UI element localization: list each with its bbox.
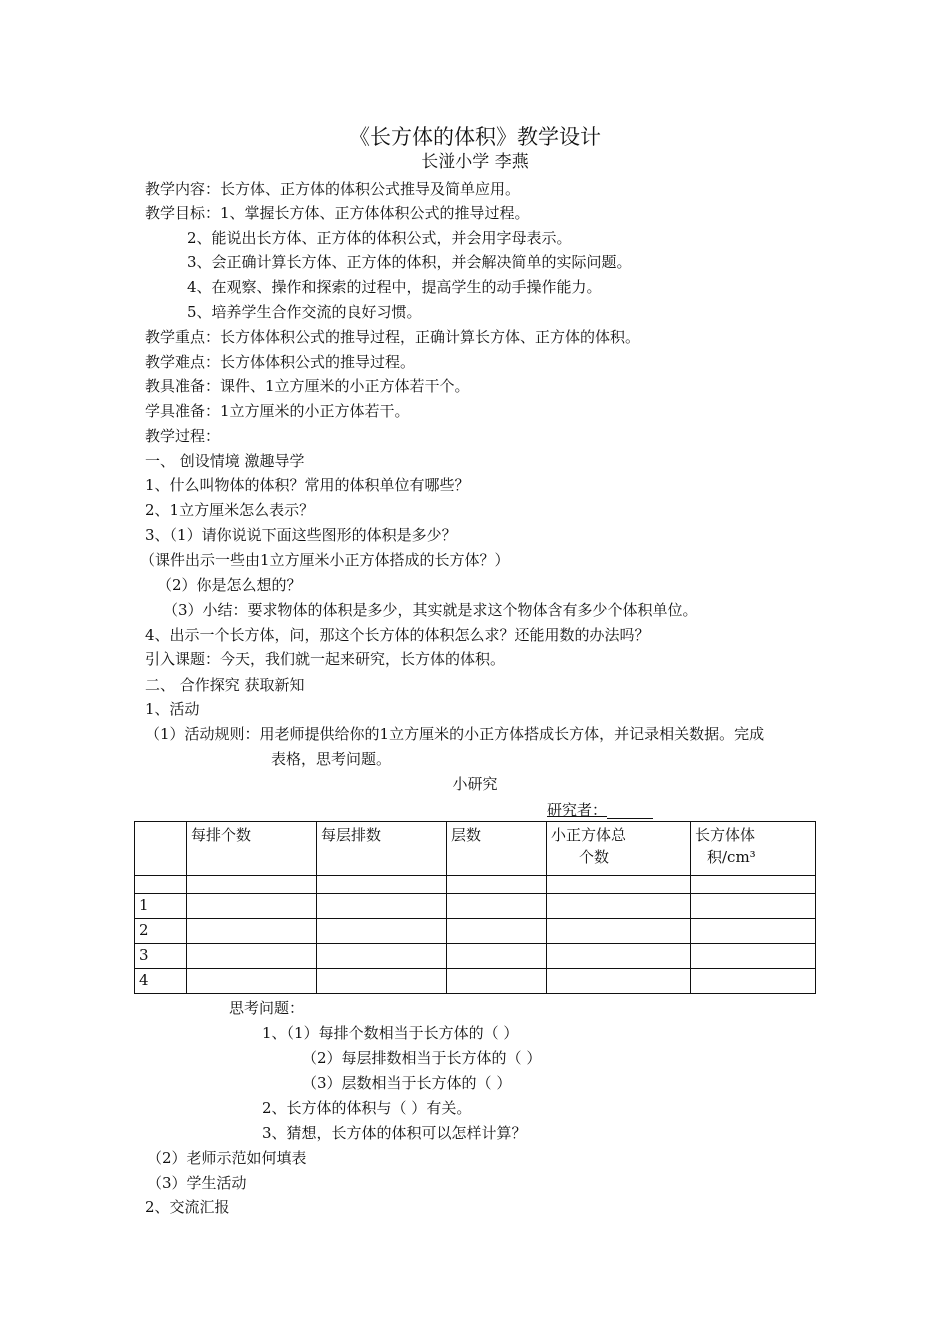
question-1: 1、什么叫物体的体积？常用的体积单位有哪些？ bbox=[145, 476, 470, 494]
table-row bbox=[135, 876, 816, 894]
row-label: 2 bbox=[135, 919, 187, 944]
table-cell[interactable] bbox=[447, 876, 547, 894]
table-cell[interactable] bbox=[187, 919, 317, 944]
researcher-field bbox=[547, 801, 653, 819]
table-cell[interactable] bbox=[317, 969, 447, 994]
table-cell[interactable] bbox=[187, 894, 317, 919]
table-cell[interactable] bbox=[187, 944, 317, 969]
teaching-goal-2: 2、能说出长方体、正方体的体积公式，并会用字母表示。 bbox=[187, 229, 572, 247]
thinking-question-3: 3、猜想，长方体的体积可以怎样计算？ bbox=[262, 1124, 527, 1142]
table-cell[interactable] bbox=[547, 876, 691, 894]
row-label: 3 bbox=[135, 944, 187, 969]
table-cell[interactable] bbox=[317, 876, 447, 894]
section-2-heading: 二、 合作探究 获取新知 bbox=[145, 676, 305, 694]
table-cell[interactable] bbox=[135, 876, 187, 894]
header-cell-layers: 层数 bbox=[447, 822, 547, 876]
activity-heading: 1、活动 bbox=[145, 700, 200, 718]
header-cell-empty bbox=[135, 822, 187, 876]
question-4: 4、出示一个长方体，问，那这个长方体的体积怎么求？还能用数的办法吗？ bbox=[145, 626, 650, 644]
thinking-question-1-3: （3）层数相当于长方体的（ ） bbox=[302, 1074, 512, 1092]
row-label: 4 bbox=[135, 969, 187, 994]
row-label: 1 bbox=[135, 894, 187, 919]
summary-line: （3）小结：要求物体的体积是多少，其实就是求这个物体含有多少个体积单位。 bbox=[163, 601, 698, 619]
question-3-2: （2）你是怎么想的？ bbox=[157, 576, 302, 594]
thinking-question-2: 2、长方体的体积与（ ）有关。 bbox=[262, 1099, 472, 1117]
table-cell[interactable] bbox=[447, 969, 547, 994]
question-2: 2、1立方厘米怎么表示？ bbox=[145, 501, 315, 519]
researcher-blank bbox=[607, 803, 653, 819]
table-row bbox=[135, 969, 816, 994]
exchange-report-line: 2、交流汇报 bbox=[145, 1198, 230, 1216]
activity-rules-cont: 表格，思考问题。 bbox=[271, 750, 392, 768]
intro-topic: 引入课题：今天，我们就一起来研究，长方体的体积。 bbox=[145, 650, 506, 668]
teaching-process-heading: 教学过程： bbox=[145, 427, 221, 445]
table-row bbox=[135, 894, 816, 919]
thinking-question-1-1: 1、（1）每排个数相当于长方体的（ ） bbox=[262, 1024, 519, 1042]
table-row bbox=[135, 944, 816, 969]
courseware-note: （课件出示一些由1立方厘米小正方体搭成的长方体？） bbox=[140, 551, 510, 569]
student-materials: 学具准备：1立方厘米的小正方体若干。 bbox=[145, 402, 410, 420]
question-3: 3、（1）请你说说下面这些图形的体积是多少？ bbox=[145, 526, 457, 544]
table-cell[interactable] bbox=[317, 894, 447, 919]
table-cell[interactable] bbox=[547, 969, 691, 994]
teacher-materials: 教具准备：课件、1立方厘米的小正方体若干个。 bbox=[145, 377, 470, 395]
teaching-content: 教学内容：长方体、正方体的体积公式推导及简单应用。 bbox=[145, 180, 521, 198]
table-cell[interactable] bbox=[187, 969, 317, 994]
document-title: 《长方体的体积》教学设计 bbox=[349, 125, 601, 149]
table-header-row bbox=[135, 822, 816, 876]
activity-rules: （1）活动规则：用老师提供给你的1立方厘米的小正方体搭成长方体，并记录相关数据。完成 bbox=[145, 725, 765, 743]
table-cell[interactable] bbox=[691, 969, 816, 994]
table-cell[interactable] bbox=[691, 919, 816, 944]
thinking-question-1-2: （2）每层排数相当于长方体的（ ） bbox=[302, 1049, 542, 1067]
table-title: 小研究 bbox=[452, 775, 498, 793]
table-row bbox=[135, 919, 816, 944]
teaching-goal-1: 教学目标：1、掌握长方体、正方体体积公式的推导过程。 bbox=[145, 204, 530, 222]
table-cell[interactable] bbox=[547, 944, 691, 969]
teaching-difficulty: 教学难点：长方体体积公式的推导过程。 bbox=[145, 353, 416, 371]
thinking-questions-heading: 思考问题： bbox=[229, 999, 305, 1017]
table-cell[interactable] bbox=[317, 944, 447, 969]
table-cell[interactable] bbox=[447, 944, 547, 969]
header-cell-per-row: 每排个数 bbox=[187, 822, 317, 876]
teacher-demo-line: （2）老师示范如何填表 bbox=[147, 1149, 307, 1167]
researcher-label: 研究者： bbox=[547, 801, 608, 819]
research-table bbox=[134, 821, 816, 994]
teaching-goal-5: 5、培养学生合作交流的良好习惯。 bbox=[187, 303, 422, 321]
author-line: 长湴小学 李燕 bbox=[421, 152, 529, 172]
table-cell[interactable] bbox=[547, 919, 691, 944]
teaching-focus: 教学重点：长方体体积公式的推导过程，正确计算长方体、正方体的体积。 bbox=[145, 328, 641, 346]
section-1-heading: 一、 创设情境 激趣导学 bbox=[145, 452, 305, 470]
teaching-goal-3: 3、会正确计算长方体、正方体的体积，并会解决简单的实际问题。 bbox=[187, 253, 632, 271]
table-cell[interactable] bbox=[447, 919, 547, 944]
table-cell[interactable] bbox=[317, 919, 447, 944]
header-cell-total-cubes: 小正方体总 个数 bbox=[547, 822, 691, 876]
table-cell[interactable] bbox=[691, 894, 816, 919]
teaching-goal-4: 4、在观察、操作和探索的过程中，提高学生的动手操作能力。 bbox=[187, 278, 602, 296]
table-cell[interactable] bbox=[691, 944, 816, 969]
header-cell-volume: 长方体体 积/cm³ bbox=[691, 822, 816, 876]
table-cell[interactable] bbox=[547, 894, 691, 919]
table-cell[interactable] bbox=[187, 876, 317, 894]
student-activity-line: （3）学生活动 bbox=[147, 1174, 247, 1192]
table-cell[interactable] bbox=[447, 894, 547, 919]
header-cell-rows-per-layer: 每层排数 bbox=[317, 822, 447, 876]
table-cell[interactable] bbox=[691, 876, 816, 894]
